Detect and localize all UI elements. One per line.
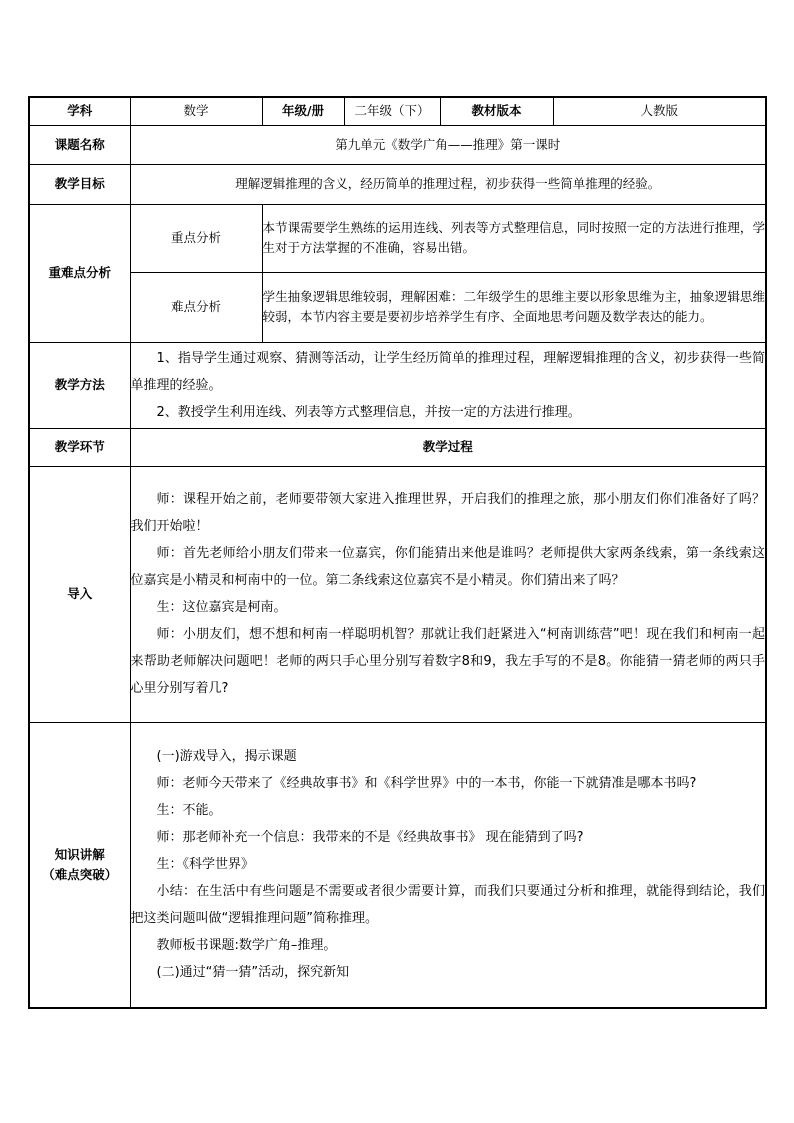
knowledge-label — [29, 722, 130, 1008]
difficult-point-label: 难点分析 — [130, 272, 262, 342]
intro-label: 导入 — [29, 466, 130, 722]
knowledge-paragraph: 教师板书课题:数学广角–推理。 — [156, 938, 337, 954]
key-point-row — [29, 204, 766, 272]
intro-paragraph: 师：首先老师给小朋友们带来一位嘉宾，你们能猜出来他是谁吗？老师提供大家两条线索，第一条线索这位嘉宾是小精灵和柯南中的一位。第二条线索这位嘉宾不是小精灵。你们猜出来了吗？ — [130, 546, 765, 588]
process-header: 教学过程 — [130, 428, 766, 466]
intro-paragraph: 师：课程开始之前，老师要带领大家进入推理世界，开启我们的推理之旅，那小朋友们你们准备好了吗？我们开始啦！ — [130, 492, 765, 534]
key-difficult-label: 重难点分析 — [29, 204, 130, 342]
intro-row — [29, 466, 766, 722]
knowledge-paragraph: 师：那老师补充一个信息：我带来的不是《经典故事书》 现在能猜到了吗? — [156, 830, 584, 846]
goal-row — [29, 164, 766, 204]
edition-value: 人教版 — [553, 97, 766, 125]
key-point-label: 重点分析 — [130, 204, 262, 272]
lesson-plan-page — [28, 96, 765, 1009]
edition-label: 教材版本 — [440, 97, 553, 125]
grade-value: 二年级（下） — [344, 97, 440, 125]
difficult-point-row — [29, 272, 766, 342]
intro-paragraph: 师：小朋友们，想不想和柯南一样聪明机智？那就让我们赶紧进入“柯南训练营”吧！现在我们和柯南一起来帮助老师解决问题吧！老师的两只手心里分别写着数字8和9，我左手写的不是8。你能猜一猜老师的两只手心里分别写着几? — [130, 627, 765, 696]
lesson-label: 课题名称 — [29, 125, 130, 164]
knowledge-label-main: 知识讲解 — [54, 846, 105, 862]
header-row — [29, 97, 766, 125]
goal-text: 理解逻辑推理的含义，经历简单的推理过程，初步获得一些简单推理的经验。 — [130, 164, 766, 204]
knowledge-paragraph: (二)通过“猜一猜”活动，探究新知 — [156, 965, 350, 981]
process-header-row — [29, 428, 766, 466]
intro-paragraph: 生：这位嘉宾是柯南。 — [156, 600, 287, 615]
knowledge-paragraph: 师：老师今天带来了《经典故事书》和《科学世界》中的一本书，你能一下就猜准是哪本书吗? — [156, 776, 697, 792]
knowledge-content — [130, 722, 766, 1008]
step-header: 教学环节 — [29, 428, 130, 466]
goal-label: 教学目标 — [29, 164, 130, 204]
knowledge-label-sub: （难点突破） — [42, 866, 118, 882]
knowledge-paragraph: 生：不能。 — [156, 803, 222, 819]
knowledge-paragraph: (一)游戏导入，揭示课题 — [156, 749, 297, 765]
key-point-text: 本节课需要学生熟练的运用连线、列表等方式整理信息，同时按照一定的方法进行推理，学生对于方法掌握的不准确，容易出错。 — [262, 204, 766, 272]
method-label: 教学方法 — [29, 342, 130, 428]
method-item: 2、教授学生利用连线、列表等方式整理信息，并按一定的方法进行推理。 — [156, 404, 581, 420]
knowledge-paragraph: 生：《科学世界》 — [156, 857, 255, 873]
method-cell — [130, 342, 766, 428]
lesson-row — [29, 125, 766, 164]
knowledge-paragraph: 小结：在生活中有些问题是不需要或者很少需要计算，而我们只要通过分析和推理，就能得到结论，我们把这类问题叫做“逻辑推理问题”简称推理。 — [130, 884, 765, 927]
method-row — [29, 342, 766, 428]
grade-label: 年级/册 — [262, 97, 344, 125]
subject-label: 学科 — [29, 97, 130, 125]
lesson-title: 第九单元《数学广角——推理》第一课时 — [130, 125, 766, 164]
knowledge-row — [29, 722, 766, 1008]
subject-value: 数学 — [130, 97, 262, 125]
lesson-plan-table — [28, 96, 767, 1009]
intro-content — [130, 466, 766, 722]
method-item: 1、指导学生通过观察、猜测等活动，让学生经历简单的推理过程，理解逻辑推理的含义，初步获得一些简单推理的经验。 — [130, 350, 765, 393]
difficult-point-text: 学生抽象逻辑思维较弱，理解困难：二年级学生的思维主要以形象思维为主，抽象逻辑思维较弱，本节内容主要是要初步培养学生有序、全面地思考问题及数学表达的能力。 — [262, 272, 766, 342]
